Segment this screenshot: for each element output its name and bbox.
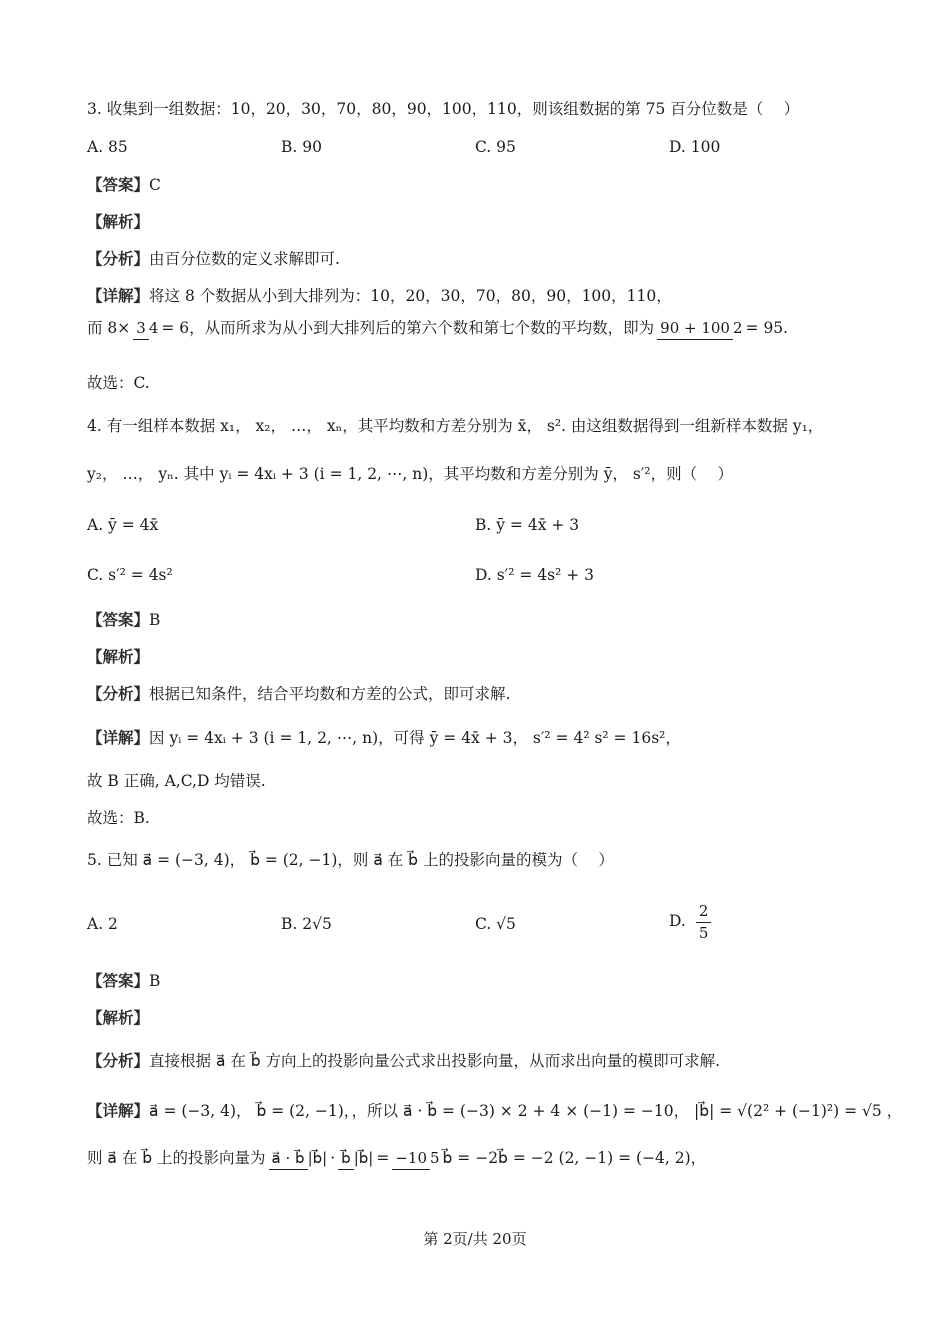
q4-option-a: A. ȳ = 4x̄ <box>87 516 159 534</box>
q4-answer-line <box>87 612 160 629</box>
page-footer: 第 2页/共 20页 <box>423 1230 527 1248</box>
q4-detail-line1 <box>87 730 681 747</box>
q5-detail-line2 <box>87 1148 706 1170</box>
fraction-average <box>657 318 742 340</box>
fraction-denominator: |b⃗| <box>307 1149 328 1167</box>
fraction-dot-over-norm <box>269 1148 328 1170</box>
q5-detail-line1 <box>87 1103 902 1120</box>
q4-fenxi-line <box>87 686 510 703</box>
fraction-denominator: 2 <box>732 319 743 337</box>
fenxi-tag: 【分析】 <box>87 684 150 703</box>
q3-fenxi: 由百分位数的定义求解即可. <box>149 250 340 268</box>
q4-detail-line2: 故 B 正确, A,C,D 均错误. <box>87 772 266 790</box>
q3-option-c: C. 95 <box>475 138 516 156</box>
q3-detail2-mid: = 6，从而所求为从小到大排列后的第六个数和第七个数的平均数，即为 <box>161 319 655 337</box>
q3-answer-line <box>87 177 161 194</box>
q3-detail2-post: = 95. <box>745 319 789 337</box>
q5-fenxi: 直接根据 a⃗ 在 b⃗ 方向上的投影向量公式求出投影向量，从而求出向量的模即可求解. <box>149 1052 720 1070</box>
fraction-numerator: 90 + 100 <box>657 320 733 340</box>
q5-option-d <box>669 903 714 941</box>
q3-option-d: D. 100 <box>669 138 721 156</box>
dot-operator: · <box>330 1149 336 1167</box>
q3-fenxi-line <box>87 251 340 268</box>
q3-detail-line1 <box>87 288 672 305</box>
q5-answer: B <box>149 972 161 990</box>
q3-stem: 3. 收集到一组数据：10，20，30，70，80，90，100，110，则该组数据的第 75 百分位数是（ ） <box>87 100 800 118</box>
analysis-tag: 【解析】 <box>87 647 150 666</box>
q5-detail1: a⃗ = (−3, 4)， b⃗ = (2, −1)，，所以 a⃗ · b⃗ = (−3) × 2 + 4 × (−1) = −10， |b⃗| = √(2² + (−1)²) = √5 ， <box>149 1102 903 1120</box>
fraction-neg10-5 <box>392 1148 439 1170</box>
q5-option-c: C. √5 <box>475 915 516 933</box>
fenxi-tag: 【分析】 <box>87 1051 150 1070</box>
q4-choose: 故选：B. <box>87 809 150 827</box>
fraction-numerator: −10 <box>392 1150 430 1170</box>
q4-stem-line2: y₂， …， yₙ. 其中 yᵢ = 4xᵢ + 3 (i = 1, 2, ⋯, n)，其平均数和方差分别为 ȳ， s′²，则（ ） <box>87 465 734 483</box>
detail-tag: 【详解】 <box>87 1101 150 1120</box>
fraction-numerator: a⃗ · b⃗ <box>269 1150 308 1170</box>
q5-option-a: A. 2 <box>87 915 118 933</box>
q4-stem-line1: 4. 有一组样本数据 x₁， x₂， …， xₙ，其平均数和方差分别为 x̄， s². 由这组数据得到一组新样本数据 y₁， <box>87 417 824 435</box>
q5-detail2-pre: 则 a⃗ 在 b⃗ 上的投影向量为 <box>87 1149 266 1167</box>
fraction-b-over-norm <box>338 1148 373 1170</box>
fenxi-tag: 【分析】 <box>87 249 150 268</box>
fraction-denominator: 4 <box>148 319 159 337</box>
q4-option-d: D. s′² = 4s² + 3 <box>475 566 594 584</box>
q3-option-a: A. 85 <box>87 138 128 156</box>
analysis-tag: 【解析】 <box>87 1008 150 1027</box>
q4-fenxi: 根据已知条件，结合平均数和方差的公式，即可求解. <box>149 685 511 703</box>
answer-tag: 【答案】 <box>87 175 150 194</box>
detail-tag: 【详解】 <box>87 286 150 305</box>
q5-fenxi-line <box>87 1053 720 1070</box>
equals-sign: = <box>376 1149 390 1167</box>
q3-answer: C <box>149 176 161 194</box>
q3-option-b: B. 90 <box>281 138 322 156</box>
q4-answer: B <box>149 611 161 629</box>
q3-choose: 故选：C. <box>87 374 150 392</box>
q5-stem: 5. 已知 a⃗ = (−3, 4)， b⃗ = (2, −1)，则 a⃗ 在 b⃗ 上的投影向量的模为（ ） <box>87 851 614 869</box>
q5-option-b: B. 2√5 <box>281 915 332 933</box>
q3-detail2-pre: 而 8× <box>87 319 131 337</box>
fraction-3-4 <box>133 318 158 340</box>
answer-tag: 【答案】 <box>87 610 150 629</box>
detail-tag: 【详解】 <box>87 728 150 747</box>
fraction-numerator: 2 <box>696 903 712 923</box>
fraction-2-5 <box>696 903 712 941</box>
q4-option-b: B. ȳ = 4x̄ + 3 <box>475 516 580 534</box>
q3-detail1: 将这 8 个数据从小到大排列为：10，20，30，70，80，90，100，110， <box>149 287 672 305</box>
q4-option-c: C. s′² = 4s² <box>87 566 173 584</box>
q3-analysis-tag <box>87 214 149 231</box>
fraction-denominator: 5 <box>429 1149 440 1167</box>
analysis-tag: 【解析】 <box>87 212 150 231</box>
q3-detail-line2 <box>87 318 788 340</box>
answer-tag: 【答案】 <box>87 971 150 990</box>
q5-analysis-tag <box>87 1010 149 1027</box>
fraction-numerator: b⃗ <box>338 1150 354 1170</box>
q4-detail1: 因 yᵢ = 4xᵢ + 3 (i = 1, 2, ⋯, n)，可得 ȳ = 4x̄ + 3， s′² = 4² s² = 16s²， <box>149 729 681 747</box>
fraction-denominator: |b⃗| <box>353 1149 374 1167</box>
q5-option-d-label: D. <box>669 912 686 931</box>
q5-answer-line <box>87 973 160 990</box>
q5-detail2-post: b⃗ = −2b⃗ = −2 (2, −1) = (−4, 2)， <box>442 1149 707 1167</box>
q4-analysis-tag <box>87 649 149 666</box>
fraction-numerator: 3 <box>133 320 149 340</box>
fraction-denominator: 5 <box>698 923 709 942</box>
